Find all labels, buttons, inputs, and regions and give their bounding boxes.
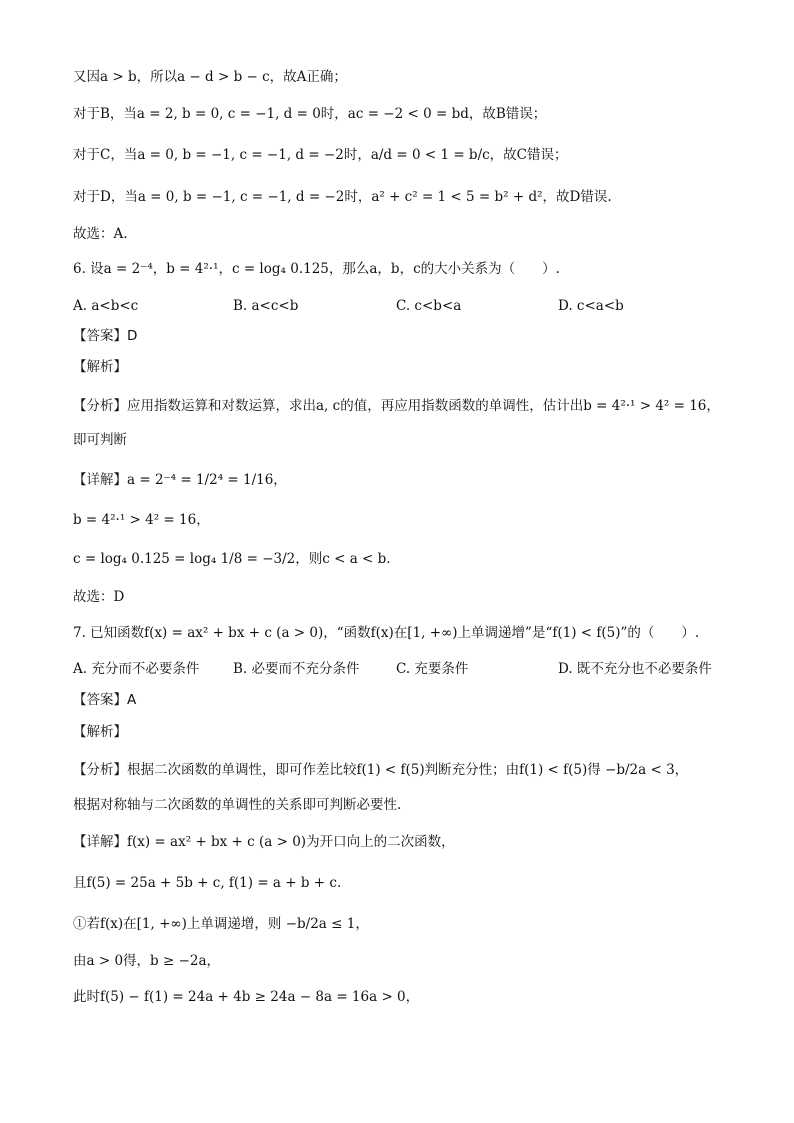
text-line: 即可判断 [73, 432, 127, 448]
q7-option-d: D. 既不充分也不必要条件 [558, 661, 712, 677]
text-line: 对于B，当a = 2, b = 0, c = −1, d = 0时，ac = −2 < 0 = bd，故B错误； [73, 106, 547, 122]
text-line: c = log₄ 0.125 = log₄ 1/8 = −3/2，则c < a < b. [73, 551, 391, 567]
text-line: b = 4²·¹ > 4² = 16， [73, 512, 210, 528]
text-line: 对于C，当a = 0, b = −1, c = −1, d = −2时，a/d = 0 < 1 = b/c，故C错误； [73, 147, 568, 163]
question-6-stem: 6. 设a = 2⁻⁴，b = 4²·¹，c = log₄ 0.125，那么a，b，c的大小关系为（ ）. [73, 261, 560, 277]
text-line: 故选：D [73, 589, 125, 605]
text-line: 此时f(5) − f(1) = 24a + 4b ≥ 24a − 8a = 16a > 0， [73, 989, 420, 1005]
q7-option-c: C. 充要条件 [396, 661, 469, 677]
text-line: 【详解】a = 2⁻⁴ = 1/2⁴ = 1/16， [73, 472, 287, 488]
text-line: 【分析】应用指数运算和对数运算，求出a, c的值，再应用指数函数的单调性，估计出b = 4²·¹ > 4² = 16， [73, 398, 720, 414]
text-line: 【分析】根据二次函数的单调性，即可作差比较f(1) < f(5)判断充分性；由f(1) < f(5)得 −b/2a < 3， [73, 762, 689, 778]
text-line: 对于D，当a = 0, b = −1, c = −1, d = −2时，a² + c² = 1 < 5 = b² + d²，故D错误. [73, 189, 612, 205]
text-line: 且f(5) = 25a + 5b + c, f(1) = a + b + c. [73, 875, 342, 891]
q7-option-a: A. 充分而不必要条件 [73, 661, 200, 677]
analysis-tag: 【解析】 [73, 359, 127, 375]
answer-tag: 【答案】A [73, 692, 137, 708]
q6-option-d: D. c<a<b [558, 298, 624, 314]
text-line: 根据对称轴与二次函数的单调性的关系即可判断必要性. [73, 797, 402, 813]
answer-tag: 【答案】D [73, 328, 138, 344]
q7-option-b: B. 必要而不充分条件 [233, 661, 360, 677]
q6-option-a: A. a<b<c [73, 298, 139, 314]
analysis-tag: 【解析】 [73, 724, 127, 740]
question-7-stem: 7. 已知函数f(x) = ax² + bx + c (a > 0)，“函数f(x)在[1, +∞)上单调递增”是“f(1) < f(5)”的（ ）. [73, 625, 700, 641]
text-line: 故选：A. [73, 226, 128, 242]
q6-option-b: B. a<c<b [233, 298, 299, 314]
text-line: 由a > 0得，b ≥ −2a， [73, 953, 221, 969]
text-line: 【详解】f(x) = ax² + bx + c (a > 0)为开口向上的二次函数， [73, 834, 455, 850]
text-line: ①若f(x)在[1, +∞)上单调递增，则 −b/2a ≤ 1， [73, 916, 369, 932]
text-line: 又因a > b，所以a − d > b − c，故A正确； [73, 69, 347, 85]
q6-option-c: C. c<b<a [396, 298, 462, 314]
